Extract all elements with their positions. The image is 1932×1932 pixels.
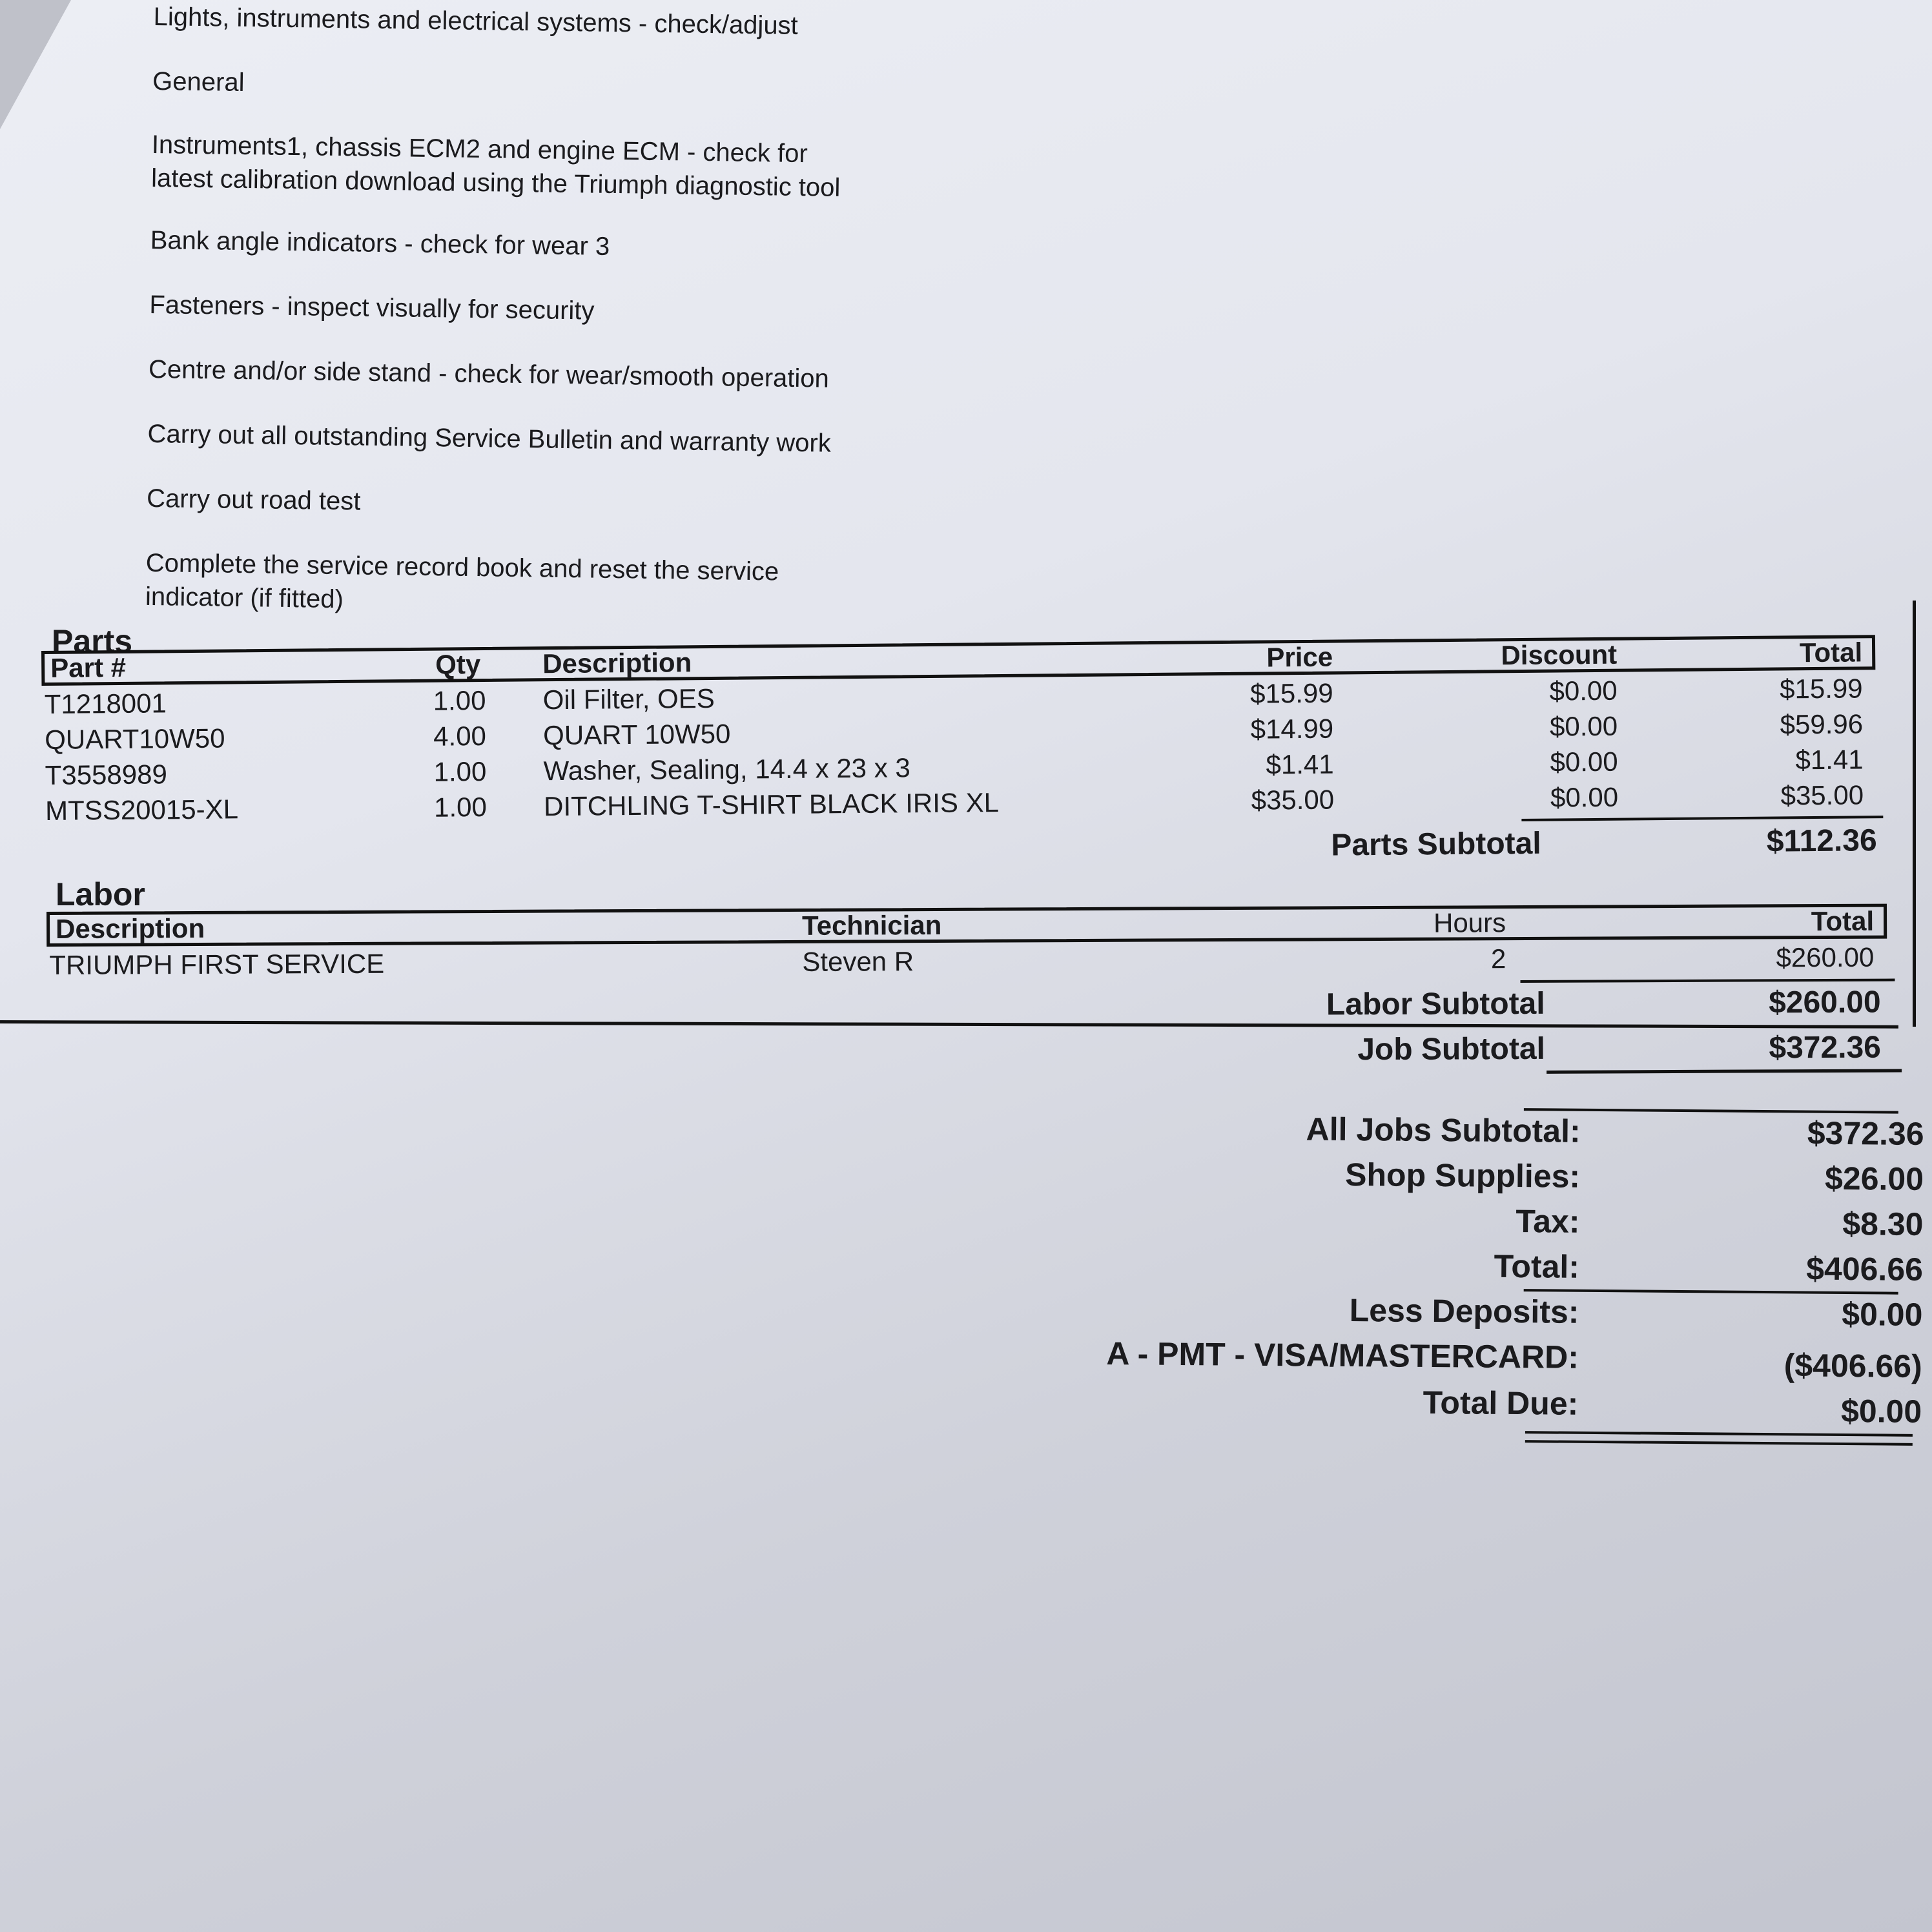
parts-subtotal-rule (1521, 816, 1883, 821)
summary-label-all-jobs-subtotal: All Jobs Subtotal: (1306, 1111, 1581, 1149)
table-cell-discount: $0.00 (1549, 675, 1618, 706)
table-cell-labor-total: $260.00 (1776, 941, 1875, 973)
parts-col-qty: Qty (435, 649, 481, 680)
table-cell-discount: $0.00 (1550, 746, 1618, 777)
table-cell-technician: Steven R (802, 946, 914, 977)
checklist-item: General (152, 67, 245, 97)
parts-col-price: Price (1266, 641, 1333, 673)
summary-label-shop-supplies: Shop Supplies: (1344, 1156, 1581, 1195)
table-cell-price: $14.99 (1250, 713, 1334, 745)
labor-col-total: Total (1811, 905, 1875, 937)
summary-value-all-jobs-subtotal: $372.36 (1807, 1115, 1924, 1152)
table-cell-qty: 1.00 (433, 755, 487, 787)
parts-table (41, 635, 1888, 863)
summary-value-less-deposits: $0.00 (1842, 1296, 1923, 1333)
table-cell-total: $59.96 (1780, 708, 1864, 740)
table-cell-qty: 4.00 (433, 720, 487, 752)
table-cell-total: $1.41 (1795, 744, 1864, 776)
labor-header-row (46, 904, 1887, 947)
table-cell-description: Washer, Sealing, 14.4 x 23 x 3 (543, 752, 910, 786)
table-cell-hours: 2 (1490, 943, 1506, 974)
table-cell-discount: $0.00 (1550, 781, 1619, 813)
table-cell-total: $35.00 (1780, 779, 1864, 811)
table-cell-price: $15.99 (1249, 677, 1333, 709)
job-subtotal-rule (1547, 1069, 1902, 1073)
summary-label-payment: A - PMT - VISA/MASTERCARD: (1106, 1335, 1579, 1375)
table-cell-labor-description: TRIUMPH FIRST SERVICE (49, 948, 385, 980)
labor-subtotal-value: $260.00 (1769, 985, 1881, 1020)
parts-subtotal-label: Parts Subtotal (1331, 826, 1541, 863)
table-cell-part-no: QUART10W50 (44, 723, 225, 755)
table-cell-part-no: T3558989 (45, 759, 168, 790)
checklist-item: Centre and/or side stand - check for wear/smooth operation (148, 355, 830, 393)
total-due-double-rule-top (1525, 1431, 1913, 1437)
table-cell-discount: $0.00 (1549, 710, 1618, 742)
summary-value-shop-supplies: $26.00 (1824, 1160, 1924, 1197)
service-checklist (145, 0, 993, 614)
page-corner-fold (0, 0, 71, 129)
summary-value-tax: $8.30 (1842, 1206, 1924, 1242)
parts-subtotal-value: $112.36 (1766, 823, 1877, 859)
total-due-double-rule-bottom (1525, 1440, 1913, 1446)
labor-subtotal-label: Labor Subtotal (1326, 986, 1545, 1022)
parts-col-description: Description (542, 647, 692, 679)
table-cell-description: DITCHLING T-SHIRT BLACK IRIS XL (543, 787, 1000, 822)
table-cell-description: QUART 10W50 (542, 718, 731, 751)
parts-col-total: Total (1799, 637, 1863, 668)
table-cell-part-no: T1218001 (44, 688, 167, 719)
table-cell-qty: 1.00 (433, 684, 486, 716)
labor-col-hours: Hours (1433, 907, 1506, 938)
labor-table (46, 903, 1900, 1067)
summary-value-total: $406.66 (1805, 1250, 1924, 1288)
job-subtotal-value: $372.36 (1769, 1030, 1882, 1065)
labor-heading: Labor (56, 876, 145, 912)
table-cell-description: Oil Filter, OES (542, 683, 715, 715)
checklist-item: Fasteners - inspect visually for security (149, 290, 595, 325)
parts-heading: Parts (52, 623, 133, 659)
job-divider-line (0, 1020, 1898, 1029)
summary-label-tax: Tax: (1516, 1203, 1580, 1240)
checklist-item: Lights, instruments and electrical systems - check/adjust (153, 2, 799, 40)
table-cell-qty: 1.00 (433, 791, 488, 823)
checklist-item: Complete the service record book and reset the service indicator (if fitted) (145, 548, 779, 614)
checklist-item: Carry out all outstanding Service Bulletin and warranty work (147, 419, 832, 458)
summary-value-total-due: $0.00 (1840, 1392, 1922, 1430)
summary-value-payment: ($406.66) (1783, 1347, 1922, 1384)
table-cell-part-no: MTSS20015-XL (45, 794, 239, 826)
checklist-item: Instruments1, chassis ECM2 and engine ECM - check for latest calibration download using the Triumph diagnostic tool (150, 130, 841, 202)
job-subtotal-label: Job Subtotal (1357, 1031, 1546, 1067)
summary-label-total: Total: (1494, 1248, 1580, 1285)
parts-col-part-no: Part # (50, 652, 127, 683)
checklist-item: Carry out road test (146, 484, 361, 516)
table-cell-total: $15.99 (1779, 673, 1863, 704)
table-cell-price: $35.00 (1251, 784, 1335, 816)
job-block-right-border (1913, 601, 1916, 1027)
labor-col-description: Description (56, 912, 205, 944)
totals-summary (1020, 1098, 1924, 1430)
summary-label-total-due: Total Due: (1423, 1384, 1579, 1422)
checklist-item: Bank angle indicators - check for wear 3 (150, 225, 610, 261)
parts-col-discount: Discount (1501, 639, 1618, 671)
table-cell-price: $1.41 (1266, 748, 1334, 780)
labor-col-technician: Technician (802, 909, 942, 941)
summary-label-less-deposits: Less Deposits: (1349, 1292, 1579, 1330)
